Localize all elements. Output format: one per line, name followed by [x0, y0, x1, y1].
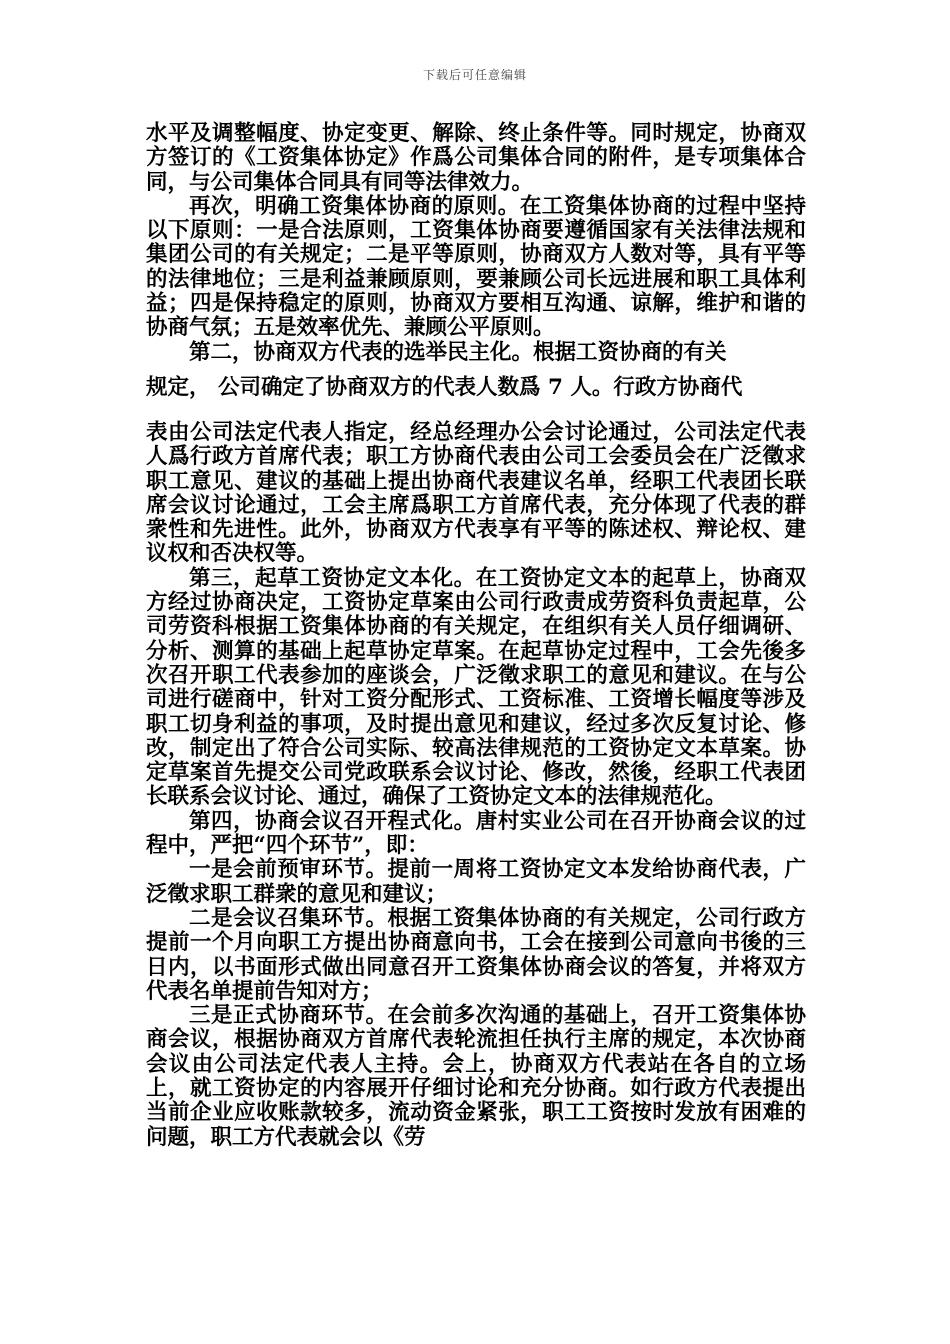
paragraph: 第三，起草工资协定文本化。在工资协定文本的起草上，协商双方经过协商决定，工资协定草案由公司行政责成劳资科负责起草，公司劳资科根据工资集体协商的有关规定，在组织有关人员仔细调研、分析、测算的基础上起草协定草案。在起草协定过程中，工会先後多次召开职工代表参加的座谈会，广泛徵求职工的意见和建议。在与公司进行磋商中，针对工资分配形式、工资标准、工资增长幅度等涉及职工切身利益的事项，及时提出意见和建议，经过多次反复讨论、修改，制定出了符合公司实际、较高法律规范的工资协定文本草案。协定草案首先提交公司党政联系会议讨论、修改，然後，经职工代表团长联系会议讨论、通过，确保了工资协定文本的法律规范化。: [146, 565, 806, 810]
paragraph: 表由公司法定代表人指定，经总经理办公会讨论通过，公司法定代表人爲行政方首席代表；职工方协商代表由公司工会委员会在广泛徵求职工意见、建议的基础上提出协商代表建议名单，经职工代表团长联席会议讨论通过，工会主席爲职工方首席代表，充分体现了代表的群衆性和先进性。此外，协商双方代表享有平等的陈述权、辩论权、建议权和否决权等。: [146, 419, 806, 567]
paragraph: 一是会前预审环节。提前一周将工资协定文本发给协商代表，广泛徵求职工群衆的意见和建议；: [146, 857, 806, 907]
page-header: 下载后可任意编辑: [422, 68, 527, 82]
paragraph: 水平及调整幅度、协定变更、解除、终止条件等。同时规定，协商双方签订的《工资集体协定》作爲公司集体合同的附件，是专项集体合同，与公司集体合同具有同等法律效力。: [146, 121, 806, 195]
paragraph: 再次，明确工资集体协商的原则。在工资集体协商的过程中坚持以下原则：一是合法原则，工资集体协商要遵循国家有关法律法规和集团公司的有关规定；二是平等原则，协商双方人数对等，具有平等的法律地位；三是利益兼顾原则，要兼顾公司长远进展和职工具体利益；四是保持稳定的原则，协商双方要相互沟通、谅解，维护和谐的协商气氛；五是效率优先、兼顾公平原则。: [146, 193, 806, 341]
paragraph: 规定， 公司确定了协商双方的代表人数爲 7 人。行政方协商代: [146, 374, 743, 400]
paragraph: 二是会议召集环节。根据工资集体协商的有关规定，公司行政方提前一个月向职工方提出协商意向书，工会在接到公司意向书後的三日内，以书面形式做出同意召开工资集体协商会议的答复，并将双方代表名单提前告知对方；: [146, 905, 806, 1004]
document-body: [146, 122, 806, 1150]
paragraph: 第四，协商会议召开程式化。唐村实业公司在召开协商会议的过程中，严把“四个环节”，即：: [146, 808, 806, 859]
paragraph: 三是正式协商环节。在会前多次沟通的基础上，召开工资集体协商会议，根据协商双方首席代表轮流担任执行主席的规定，本次协商会议由公司法定代表人主持。会上，协商双方代表站在各自的立场上，就工资协定的内容展开仔细讨论和充分协商。如行政方代表提出当前企业应收账款较多，流动资金紧张，职工工资按时发放有困难的问题，职工方代表就会以《劳: [146, 1003, 806, 1150]
paragraph: 第二，协商双方代表的选举民主化。根据工资协商的有关: [189, 339, 727, 365]
